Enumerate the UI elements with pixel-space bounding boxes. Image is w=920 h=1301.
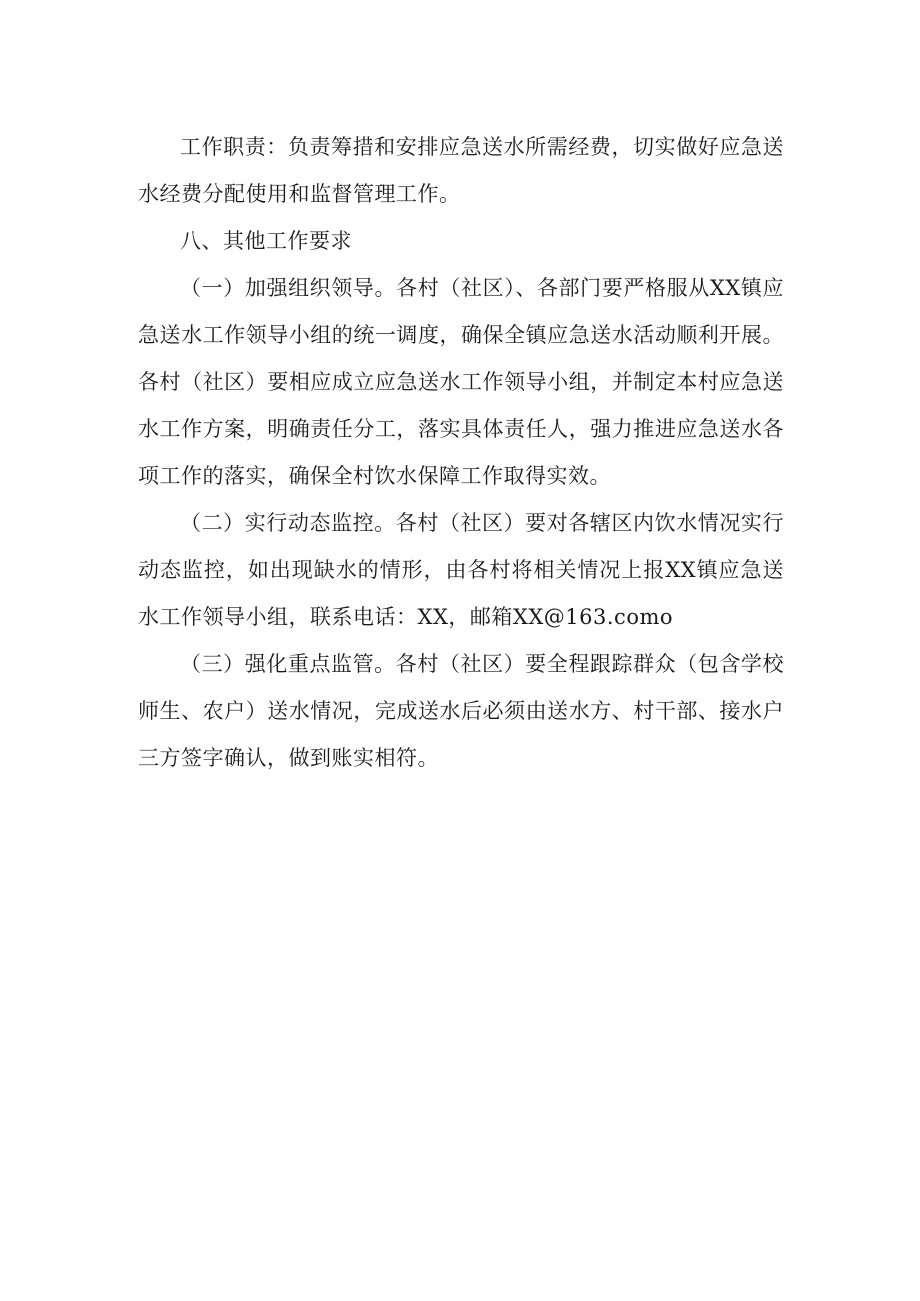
paragraph-key-supervision: （三）强化重点监管。各村（社区）要全程跟踪群众（包含学校师生、农户）送水情况，完成送水后必须由送水方、村干部、接水户三方签字确认，做到账实相符。 [138, 652, 784, 770]
paragraph-organization-leadership: （一）加强组织领导。各村（社区）、各部门要严格服从XX镇应急送水工作领导小组的统一调度，确保全镇应急送水活动顺利开展。各村（社区）要相应成立应急送水工作领导小组，并制定本村应急送水工作方案，明确责任分工，落实具体责任人，强力推进应急送水各项工作的落实，确保全村饮水保障工作取得实效。 [138, 276, 784, 488]
paragraph-duties: 工作职责：负责筹措和安排应急送水所需经费，切实做好应急送水经费分配使用和监督管理工作。 [138, 135, 784, 206]
paragraph-dynamic-monitoring: （二）实行动态监控。各村（社区）要对各辖区内饮水情况实行动态监控，如出现缺水的情形，由各村将相关情况上报XX镇应急送水工作领导小组，联系电话：XX，邮箱XX@163.como [138, 511, 784, 629]
section-heading-other-requirements: 八、其他工作要求 [180, 229, 352, 253]
document-body [138, 124, 784, 782]
